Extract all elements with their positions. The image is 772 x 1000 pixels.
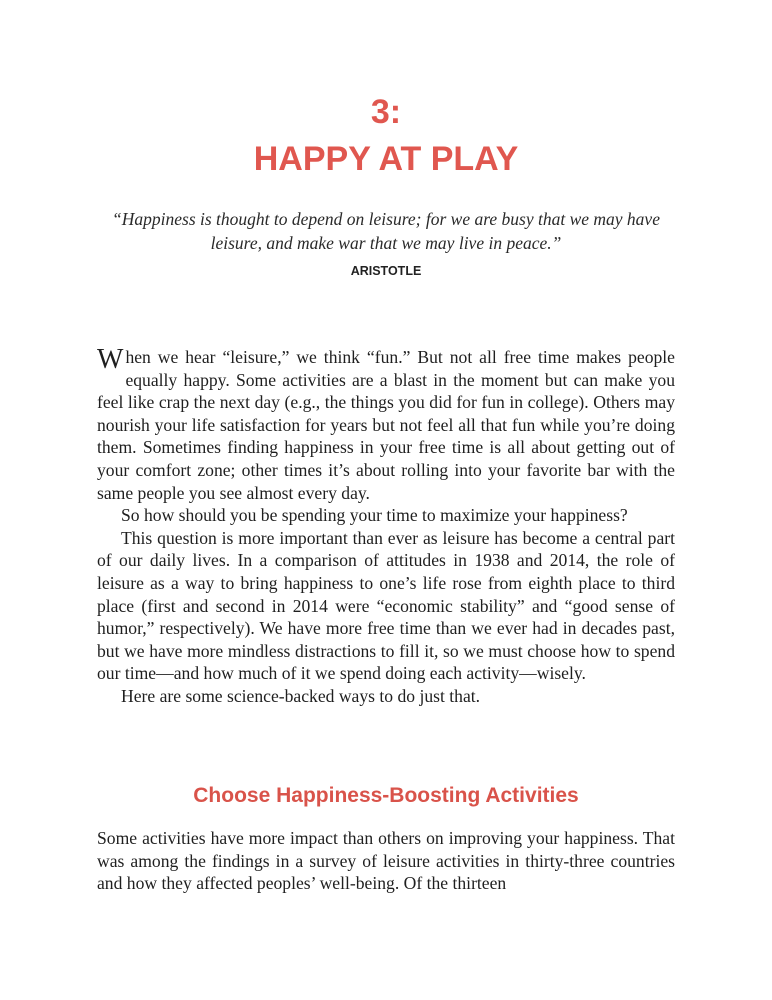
chapter-number: 3: xyxy=(370,93,402,131)
intro-paragraph-4: Here are some science-backed ways to do just that. xyxy=(121,685,481,706)
section-paragraph-1: Some activities have more impact than others on improving your happiness. That was among the findings in a survey of leisure activities in thirty-three countries and how they affected peoples’ well-being. Of the thirteen xyxy=(97,828,675,894)
epigraph-quote: “Happiness is thought to depend on leisure; for we are busy that we may have leisure, and make war that we may live in peace.” xyxy=(112,209,660,253)
section-text xyxy=(97,827,675,895)
section-heading: Choose Happiness-Boosting Activities xyxy=(193,784,579,807)
intro-text xyxy=(97,346,675,708)
intro-paragraph-2: So how should you be spending your time to maximize your happiness? xyxy=(121,505,628,526)
intro-paragraph-3: This question is more important than ever as leisure has become a central part of our daily lives. In a comparison of attitudes in 1938 and 2014, the role of leisure as a way to bring happiness to one’s life rose from eighth place to third place (first and second in 2014 were “economic stability” and “good sense of humor,” respectively). We have more free time than we ever had in decades past, but we have more mindless distractions to fill it, so we must choose how to spend our time—and how much of it we spend doing each activity—wisely. xyxy=(97,527,675,684)
drop-cap: W xyxy=(97,344,124,375)
intro-paragraph-1-text: hen we hear “leisure,” we think “fun.” But not all free time makes people equally happy. Some activities are a blast in the moment but can make you feel like crap the next day (e.g., the things you did for fun in college). Others may nourish your life satisfaction for years but not feel all that fun while you’re doing them. Sometimes finding happiness in your free time is all about getting out of your comfort zone; other times it’s about rolling into your favorite bar with the same people you see almost every day. xyxy=(97,347,675,503)
chapter-title: HAPPY AT PLAY xyxy=(253,140,519,178)
epigraph-author: ARISTOTLE xyxy=(350,264,422,278)
intro-paragraph-1 xyxy=(97,346,675,504)
